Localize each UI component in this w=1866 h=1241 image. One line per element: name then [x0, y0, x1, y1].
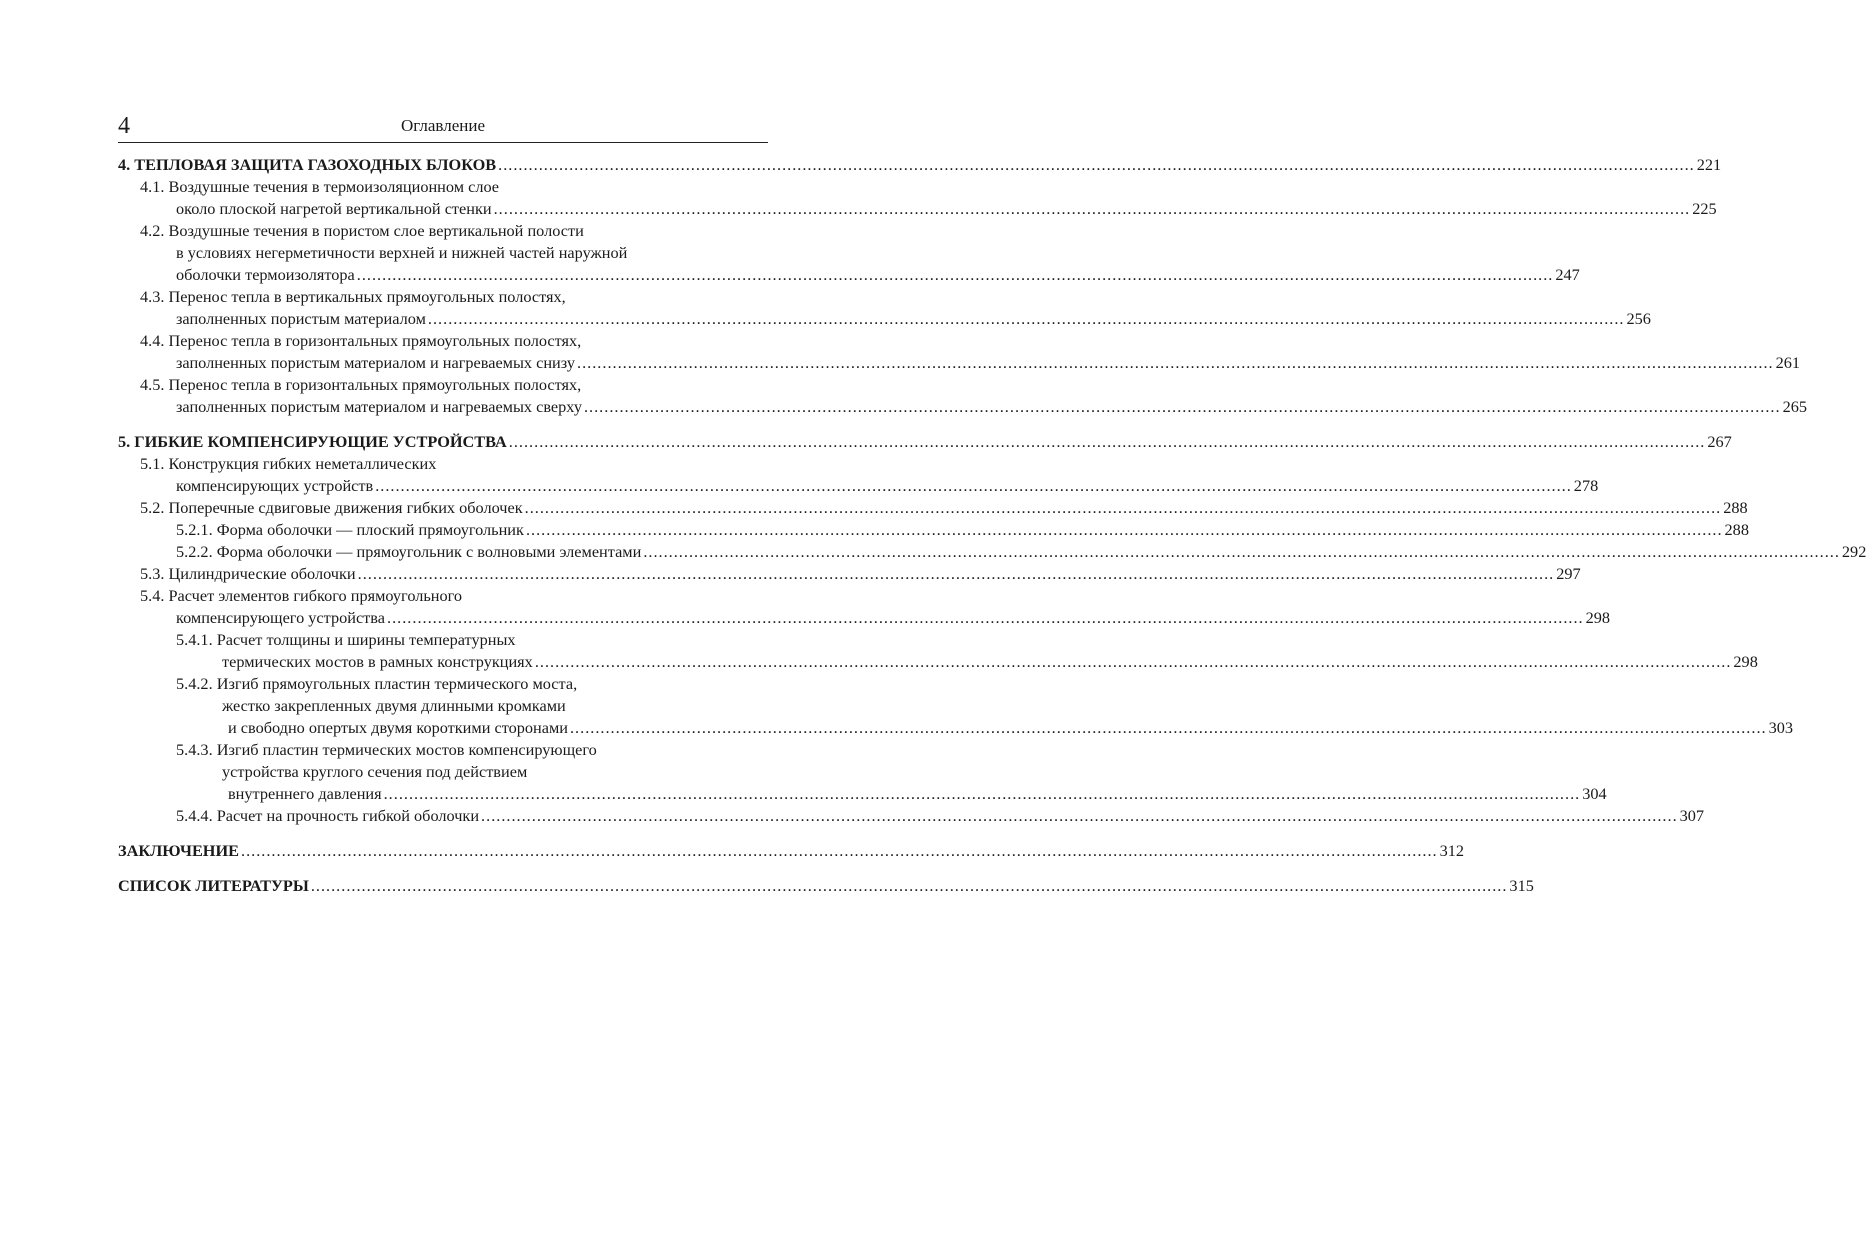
- dot-leader: [498, 154, 1695, 176]
- toc-page-number: 278: [1573, 476, 1599, 495]
- toc-entry-title: 4.3. Перенос тепла в вертикальных прямоугольных полостях,: [140, 287, 566, 306]
- toc-entry-title: 5.4.2. Изгиб прямоугольных пластин термического моста,: [176, 674, 578, 693]
- toc-entry[interactable]: [118, 519, 1749, 541]
- page-header: [118, 112, 768, 143]
- dot-leader: [358, 563, 1555, 585]
- toc-entry-title: компенсирующих устройств: [176, 476, 374, 495]
- toc-line: [118, 519, 1749, 541]
- toc-entry[interactable]: [118, 453, 1599, 497]
- toc-entry-title: жестко закрепленных двумя длинными кромками: [222, 696, 566, 715]
- toc-page-number: 225: [1692, 199, 1717, 218]
- toc-entry-title: 5.4.3. Изгиб пластин термических мостов компенсирующего: [176, 740, 597, 759]
- toc-line: [118, 717, 1793, 739]
- toc-entry-title: 4. ТЕПЛОВАЯ ЗАЩИТА ГАЗОХОДНЫХ БЛОКОВ: [118, 155, 497, 174]
- toc-line: [118, 154, 1722, 176]
- toc-page-number: 256: [1626, 309, 1651, 328]
- toc-entry-title: 5.4.1. Расчет толщины и ширины температурных: [176, 630, 516, 649]
- toc-page-number: 247: [1555, 265, 1580, 284]
- toc-line: [118, 431, 1732, 453]
- toc-entry-title: около плоской нагретой вертикальной стенки: [176, 199, 492, 218]
- dot-leader: [525, 497, 1722, 519]
- toc-page-number: 221: [1696, 155, 1722, 174]
- toc-page-number: 297: [1556, 564, 1581, 583]
- toc-entry-title: устройства круглого сечения под действием: [222, 762, 528, 781]
- toc-line: [118, 805, 1705, 827]
- toc-chapter[interactable]: [118, 431, 1732, 453]
- toc-page-number: 315: [1509, 876, 1534, 895]
- toc-line: [118, 308, 1651, 330]
- toc-line: [118, 875, 1534, 897]
- page-number: 4: [118, 113, 130, 139]
- toc-entry-title: 5.4.4. Расчет на прочность гибкой оболочки: [176, 806, 480, 825]
- toc-entry-title: 4.2. Воздушные течения в пористом слое вертикальной полости: [140, 221, 584, 240]
- dot-leader: [357, 264, 1554, 286]
- toc-entry[interactable]: [118, 286, 1651, 330]
- toc-entry-title: в условиях негерметичности верхней и нижней частей наружной: [176, 243, 628, 262]
- toc-entry[interactable]: [118, 374, 1807, 418]
- toc-entry-title: заполненных пористым материалом: [176, 309, 426, 328]
- toc-page-number: 307: [1679, 806, 1705, 825]
- dot-leader: [584, 396, 1781, 418]
- toc-entry-title: 5.2. Поперечные сдвиговые движения гибких оболочек: [140, 498, 523, 517]
- dot-leader: [577, 352, 1774, 374]
- toc-entry[interactable]: [118, 220, 1580, 286]
- toc-entry-title: 4.1. Воздушные течения в термоизоляционном слое: [140, 177, 500, 196]
- dot-leader: [570, 717, 1767, 739]
- table-of-contents: [118, 154, 1866, 897]
- running-title: Оглавление: [401, 116, 485, 135]
- toc-page-number: 288: [1723, 498, 1748, 517]
- toc-line: [118, 264, 1580, 286]
- dot-leader: [509, 431, 1706, 453]
- toc-entry-title: заполненных пористым материалом и нагреваемых сверху: [176, 397, 582, 416]
- toc-entry[interactable]: [118, 629, 1758, 673]
- dot-leader: [428, 308, 1625, 330]
- toc-entry[interactable]: [118, 176, 1717, 220]
- toc-line: [118, 497, 1748, 519]
- toc-chapter[interactable]: [118, 154, 1722, 176]
- dot-leader: [387, 607, 1584, 629]
- dot-leader: [311, 875, 1508, 897]
- toc-page-number: 261: [1775, 353, 1801, 372]
- dot-leader: [241, 840, 1438, 862]
- dot-leader: [643, 541, 1840, 563]
- dot-leader: [535, 651, 1732, 673]
- toc-entry[interactable]: [118, 805, 1705, 827]
- toc-entry-title: 4.4. Перенос тепла в горизонтальных прямоугольных полостях,: [140, 331, 582, 350]
- toc-line: [118, 541, 1866, 563]
- toc-page-number: 267: [1707, 432, 1732, 451]
- toc-entry[interactable]: [118, 497, 1748, 519]
- toc-chapter[interactable]: [118, 875, 1534, 897]
- toc-entry-title: термических мостов в рамных конструкциях: [222, 652, 533, 671]
- toc-page-number: 298: [1585, 608, 1611, 627]
- toc-entry-title: 5.1. Конструкция гибких неметаллических: [140, 454, 437, 473]
- toc-entry-title: внутреннего давления: [228, 784, 382, 803]
- toc-entry-title: 5.3. Цилиндрические оболочки: [140, 564, 356, 583]
- toc-entry[interactable]: [118, 673, 1793, 739]
- toc-entry-title: заполненных пористым материалом и нагреваемых снизу: [176, 353, 576, 372]
- toc-entry[interactable]: [118, 541, 1866, 563]
- toc-line: [118, 783, 1607, 805]
- dot-leader: [481, 805, 1678, 827]
- toc-line: [118, 651, 1758, 673]
- toc-line: [118, 563, 1581, 585]
- toc-entry-title: 5. ГИБКИЕ КОМПЕНСИРУЮЩИЕ УСТРОЙСТВА: [118, 432, 507, 451]
- toc-entry[interactable]: [118, 330, 1801, 374]
- toc-entry[interactable]: [118, 739, 1607, 805]
- toc-entry-title: 5.4. Расчет элементов гибкого прямоугольного: [140, 586, 463, 605]
- dot-leader: [494, 198, 1691, 220]
- toc-entry-title: 5.2.1. Форма оболочки — плоский прямоугольник: [176, 520, 524, 539]
- toc-page-number: 298: [1733, 652, 1758, 671]
- toc-entry-title: СПИСОК ЛИТЕРАТУРЫ: [118, 876, 309, 895]
- toc-entry[interactable]: [118, 585, 1611, 629]
- toc-entry-title: оболочки термоизолятора: [176, 265, 355, 284]
- toc-line: [118, 352, 1801, 374]
- toc-line: [118, 607, 1611, 629]
- toc-entry-title: ЗАКЛЮЧЕНИЕ: [118, 841, 239, 860]
- toc-chapter[interactable]: [118, 840, 1465, 862]
- toc-entry-title: 5.2.2. Форма оболочки — прямоугольник с волновыми элементами: [176, 542, 642, 561]
- toc-line: [118, 198, 1717, 220]
- dot-leader: [526, 519, 1723, 541]
- toc-line: [118, 840, 1465, 862]
- toc-entry-title: 4.5. Перенос тепла в горизонтальных прямоугольных полостях,: [140, 375, 582, 394]
- toc-page-number: 312: [1439, 841, 1465, 860]
- dot-leader: [384, 783, 1581, 805]
- dot-leader: [375, 475, 1572, 497]
- toc-page-number: 288: [1724, 520, 1749, 539]
- toc-line: [118, 475, 1599, 497]
- toc-entry-title: и свободно опертых двумя короткими сторонами: [228, 718, 568, 737]
- toc-page-number: 304: [1582, 784, 1607, 803]
- toc-entry[interactable]: [118, 563, 1581, 585]
- toc-page-number: 292: [1841, 542, 1866, 561]
- toc-entry-title: компенсирующего устройства: [176, 608, 386, 627]
- toc-line: [118, 396, 1807, 418]
- toc-page-number: 265: [1782, 397, 1807, 416]
- toc-page-number: 303: [1768, 718, 1793, 737]
